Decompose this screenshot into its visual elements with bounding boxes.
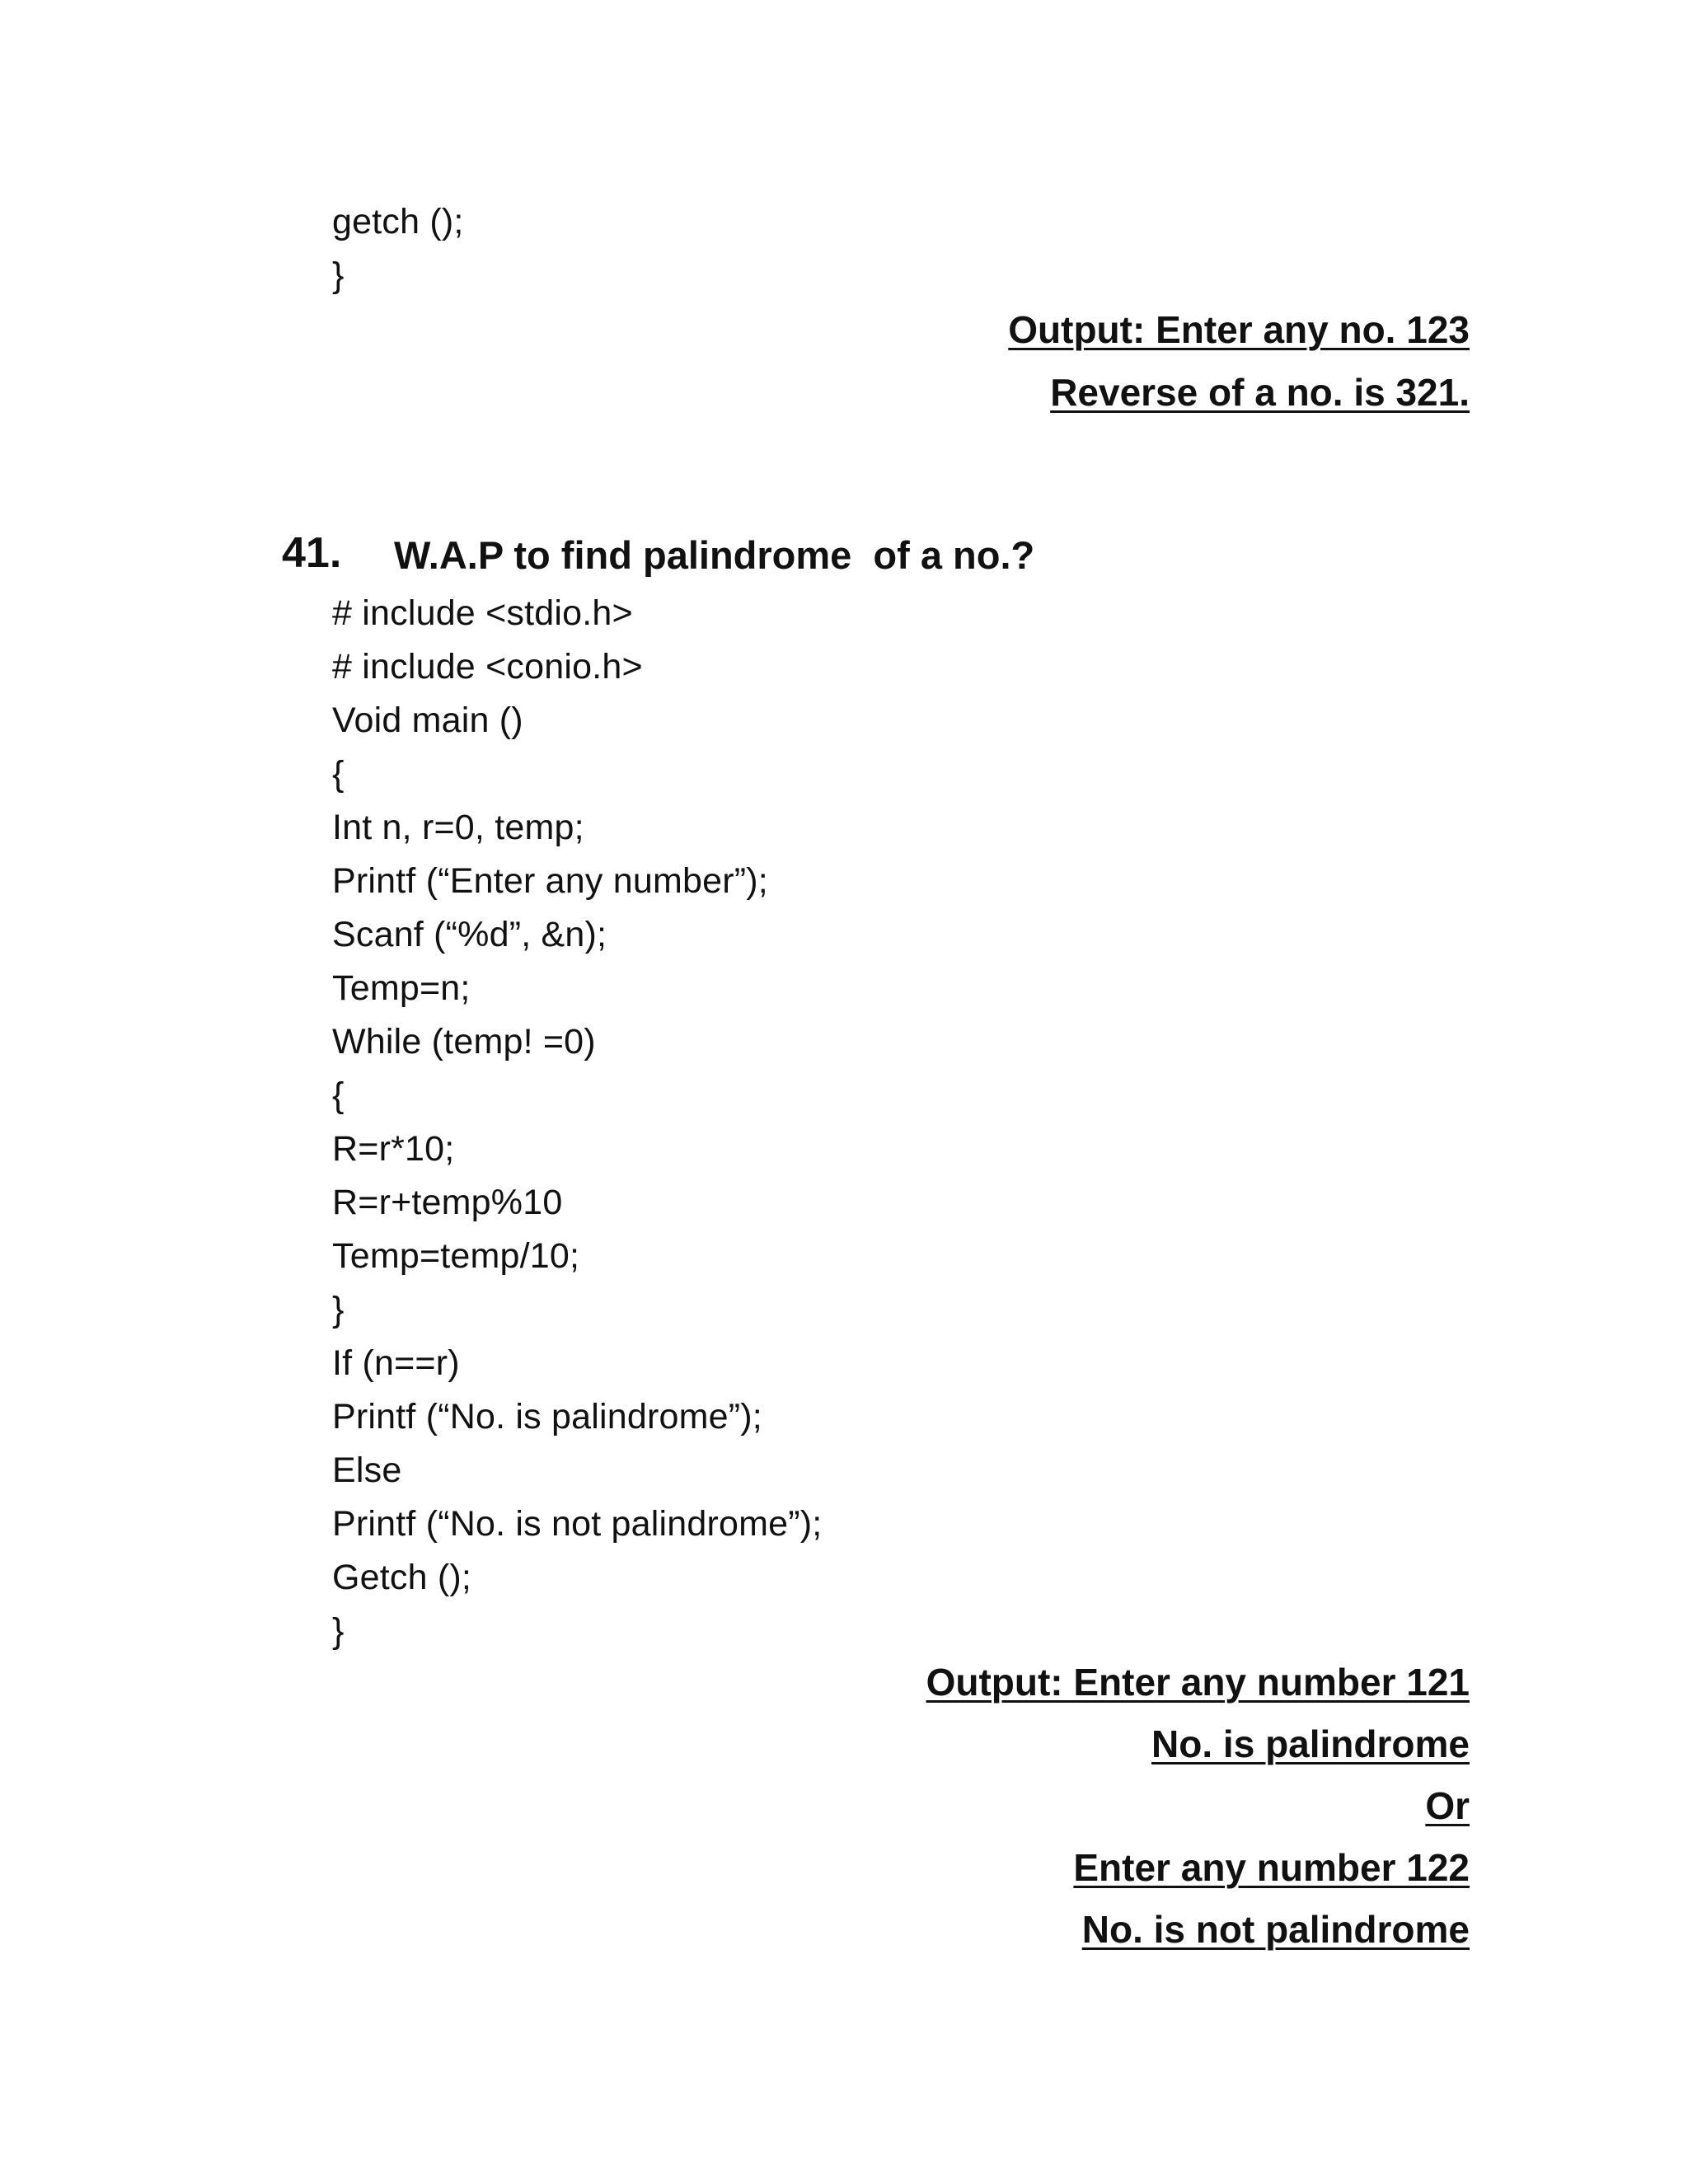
prev-output-line: Reverse of a no. is 321. (1050, 371, 1470, 414)
output-line: No. is not palindrome (1081, 1908, 1470, 1951)
prev-code-line: } (332, 255, 345, 295)
code-line: Printf (“Enter any number”); (332, 861, 768, 901)
code-line: Int n, r=0, temp; (332, 808, 584, 847)
code-line: } (332, 1290, 345, 1329)
code-line: Scanf (“%d”, &n); (332, 915, 607, 954)
code-line: { (332, 1076, 345, 1115)
code-line: # include <stdio.h> (332, 593, 633, 633)
output-line: Or (1425, 1784, 1470, 1827)
question-title: W.A.P to find palindrome of a no.? (394, 533, 1035, 577)
code-line: { (332, 754, 345, 794)
code-line: # include <conio.h> (332, 647, 643, 687)
question-number: 41. (282, 529, 342, 577)
code-line: Printf (“No. is not palindrome”); (332, 1504, 823, 1544)
code-line: Temp=temp/10; (332, 1236, 580, 1276)
code-line: Printf (“No. is palindrome”); (332, 1397, 762, 1436)
code-line: While (temp! =0) (332, 1022, 596, 1062)
code-line: } (332, 1611, 345, 1651)
code-line: Else (332, 1451, 402, 1490)
prev-output-line: Output: Enter any no. 123 (1008, 308, 1470, 351)
code-line: R=r+temp%10 (332, 1183, 563, 1222)
code-line: Temp=n; (332, 968, 471, 1008)
output-line: No. is palindrome (1151, 1722, 1470, 1765)
output-line: Enter any number 122 (1073, 1846, 1470, 1889)
prev-code-line: getch (); (332, 202, 464, 241)
code-line: Getch (); (332, 1558, 472, 1597)
code-line: R=r*10; (332, 1129, 455, 1169)
output-line: Output: Enter any number 121 (926, 1661, 1470, 1704)
code-line: If (n==r) (332, 1343, 460, 1383)
code-line: Void main () (332, 701, 523, 740)
